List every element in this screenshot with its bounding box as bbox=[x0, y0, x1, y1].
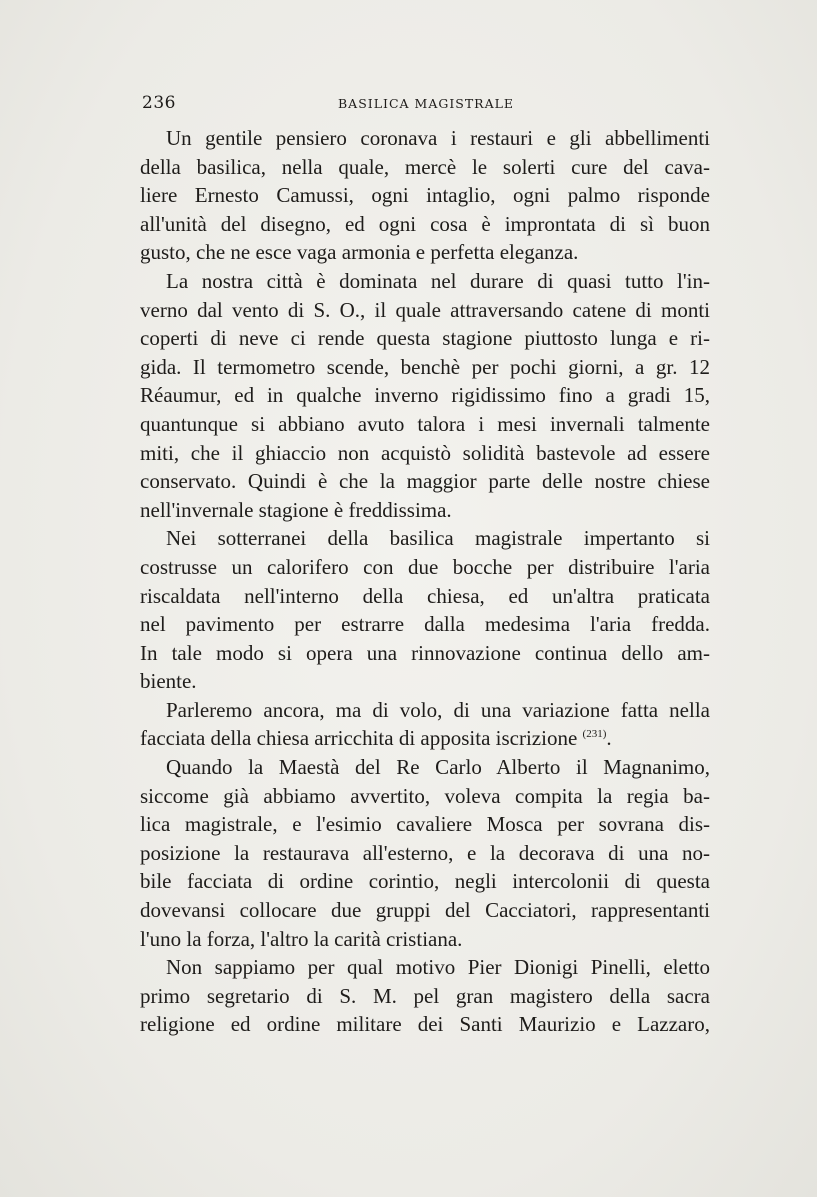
paragraph bbox=[140, 267, 710, 524]
text-line: bile facciata di ordine corintio, negli intercolonii di questa bbox=[140, 869, 710, 894]
text-line: dovevansi collocare due gruppi del Cacciatori, rappresentanti bbox=[140, 898, 710, 923]
text-line: Quando la Maestà del Re Carlo Alberto il Magnanimo, bbox=[166, 755, 710, 780]
text-line: quantunque si abbiano avuto talora i mesi invernali talmente bbox=[140, 411, 710, 436]
text-line-content: facciata della chiesa arricchita di apposita iscrizione bbox=[140, 726, 578, 751]
text-line: nell'invernale stagione è freddissima. bbox=[140, 497, 452, 522]
text-line: all'unità del disegno, ed ogni cosa è improntata di sì buon bbox=[140, 211, 710, 236]
text-line: religione ed ordine militare dei Santi Maurizio e Lazzaro, bbox=[140, 1012, 710, 1037]
text-line: nel pavimento per estrarre dalla medesima l'aria fredda. bbox=[140, 612, 710, 637]
text-line: costrusse un calorifero con due bocche per distribuire l'aria bbox=[140, 554, 710, 579]
text-line: La nostra città è dominata nel durare di quasi tutto l'in- bbox=[166, 268, 710, 293]
paragraph bbox=[140, 753, 710, 953]
paragraph bbox=[140, 524, 710, 696]
text-line bbox=[140, 724, 710, 753]
page-header bbox=[142, 93, 712, 115]
text-line: posizione la restaurava all'esterno, e la decorava di una no- bbox=[140, 840, 710, 865]
text-line: biente. bbox=[140, 669, 197, 694]
text-line: coperti di neve ci rende questa stagione piuttosto lunga e ri- bbox=[140, 326, 710, 351]
text-line: Parleremo ancora, ma di volo, di una variazione fatta nella bbox=[166, 697, 710, 722]
page-number: 236 bbox=[142, 93, 176, 113]
text-line: gusto, che ne esce vaga armonia e perfetta eleganza. bbox=[140, 240, 579, 265]
text-line: l'uno la forza, l'altro la carità cristiana. bbox=[140, 926, 463, 951]
text-line: verno dal vento di S. O., il quale attraversando catene di monti bbox=[140, 297, 710, 322]
text-line: Réaumur, ed in qualche inverno rigidissimo fino a gradi 15, bbox=[140, 383, 710, 408]
paragraph bbox=[140, 124, 710, 267]
text-line: primo segretario di S. M. pel gran magistero della sacra bbox=[140, 983, 710, 1008]
text-line: siccome già abbiamo avvertito, voleva compita la regia ba- bbox=[140, 783, 710, 808]
text-line: della basilica, nella quale, mercè le solerti cure del cava- bbox=[140, 154, 710, 179]
paragraph bbox=[140, 953, 710, 1039]
text-line: Un gentile pensiero coronava i restauri e gli abbellimenti bbox=[166, 126, 710, 150]
text-line: In tale modo si opera una rinnovazione continua dello am- bbox=[140, 640, 710, 665]
text-line: conservato. Quindi è che la maggior parte delle nostre chiese bbox=[140, 469, 710, 494]
text-line: Nei sotterranei della basilica magistrale impertanto si bbox=[166, 526, 710, 551]
running-title: BASILICA MAGISTRALE bbox=[338, 96, 515, 111]
text-line: lica magistrale, e l'esimio cavaliere Mosca per sovrana dis- bbox=[140, 812, 710, 837]
text-line: gida. Il termometro scende, benchè per pochi giorni, a gr. 12 bbox=[140, 354, 710, 379]
text-line: miti, che il ghiaccio non acquistò solidità bastevole ad essere bbox=[140, 440, 710, 465]
footnote-trailing-punctuation: . bbox=[606, 726, 612, 751]
paragraph bbox=[140, 696, 710, 753]
body-text bbox=[140, 124, 710, 1039]
text-line: liere Ernesto Camussi, ogni intaglio, ogni palmo risponde bbox=[140, 183, 710, 208]
footnote-reference[interactable]: (231) bbox=[582, 728, 607, 741]
text-line: riscaldata nell'interno della chiesa, ed un'altra praticata bbox=[140, 583, 710, 608]
text-line: Non sappiamo per qual motivo Pier Dionigi Pinelli, eletto bbox=[166, 955, 710, 980]
